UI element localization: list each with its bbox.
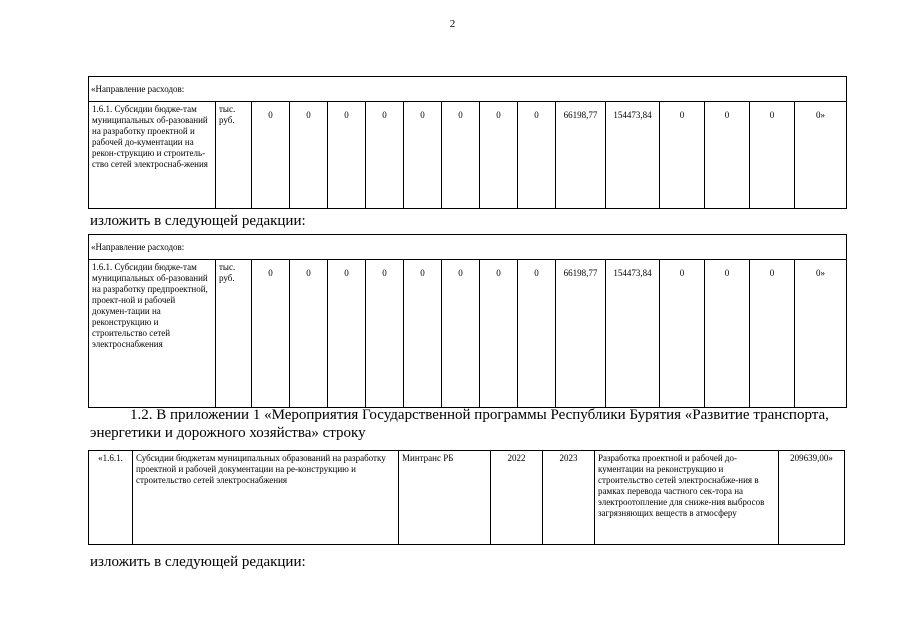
row-name: 1.6.1. Субсидии бюдже-там муниципальных об-разований на разработку проектной и рабочей до-кументации на рекон-струкцию и строитель-ство сетей электроснаб-жения [89,102,216,209]
value-cell: 0 [328,260,366,408]
value-cell: 0 [404,102,442,209]
expense-table-old [88,76,847,209]
value-cell: 66198,77 [556,102,606,209]
value-cell: 0 [750,260,795,408]
table-header: «Направление расходов: [89,235,847,260]
value-cell: 154473,84 [606,260,660,408]
value-cell: 0 [366,102,404,209]
row-start-year: 2022 [491,451,543,545]
section-paragraph: 1.2. В приложении 1 «Мероприятия Государственной программы Республики Бурятия «Развитие транспорта, энергетики и дорожного хозяйства» строку [90,407,829,441]
value-cell: 0 [480,260,518,408]
value-cell: 0 [404,260,442,408]
page-number: 2 [449,18,456,30]
row-unit: тыс. руб. [216,102,252,209]
expense-table-new [88,234,847,408]
value-cell: 0 [290,260,328,408]
row-executor: Минтранс РБ [399,451,491,545]
value-cell: 0 [328,102,366,209]
value-cell: 0» [795,102,847,209]
row-amount: 209639,00» [779,451,845,545]
value-cell: 0 [366,260,404,408]
value-cell: 0 [660,102,705,209]
value-cell: 0 [750,102,795,209]
value-cell: 0 [705,102,750,209]
instruction-text: изложить в следующей редакции: [90,213,306,229]
value-cell: 66198,77 [556,260,606,408]
value-cell: 0 [480,102,518,209]
value-cell: 0 [290,102,328,209]
value-cell: 0 [252,260,290,408]
row-unit: тыс. руб. [216,260,252,408]
row-name: Субсидии бюджетам муниципальных образований на разработку проектной и рабочей документации на ре-конструкцию и строительство сетей электроснабжения [133,451,399,545]
value-cell: 0 [518,260,556,408]
row-number: «1.6.1. [89,451,133,545]
row-result: Разработка проектной и рабочей до-кументации на реконструкцию и строительство сетей электроснабже-ния в рамках перевода частного сек-тора на электроотопление для сниже-ния выбросов загрязняющих веществ в атмосферу [595,451,779,545]
value-cell: 0 [442,260,480,408]
row-end-year: 2023 [543,451,595,545]
value-cell: 0 [660,260,705,408]
table-row [89,102,847,209]
measures-table [88,450,845,545]
value-cell: 0 [705,260,750,408]
value-cell: 0 [252,102,290,209]
table-row [89,451,845,545]
row-name: 1.6.1. Субсидии бюдже-там муниципальных об-разований на разработку предпроектной, проект-ной и рабочей докумен-тации на реконструкцию и строительство сетей электроснабжения [89,260,216,408]
value-cell: 0 [442,102,480,209]
table-header: «Направление расходов: [89,77,847,102]
instruction-text-2: изложить в следующей редакции: [90,554,306,570]
value-cell: 0» [795,260,847,408]
value-cell: 0 [518,102,556,209]
value-cell: 154473,84 [606,102,660,209]
table-row [89,260,847,408]
